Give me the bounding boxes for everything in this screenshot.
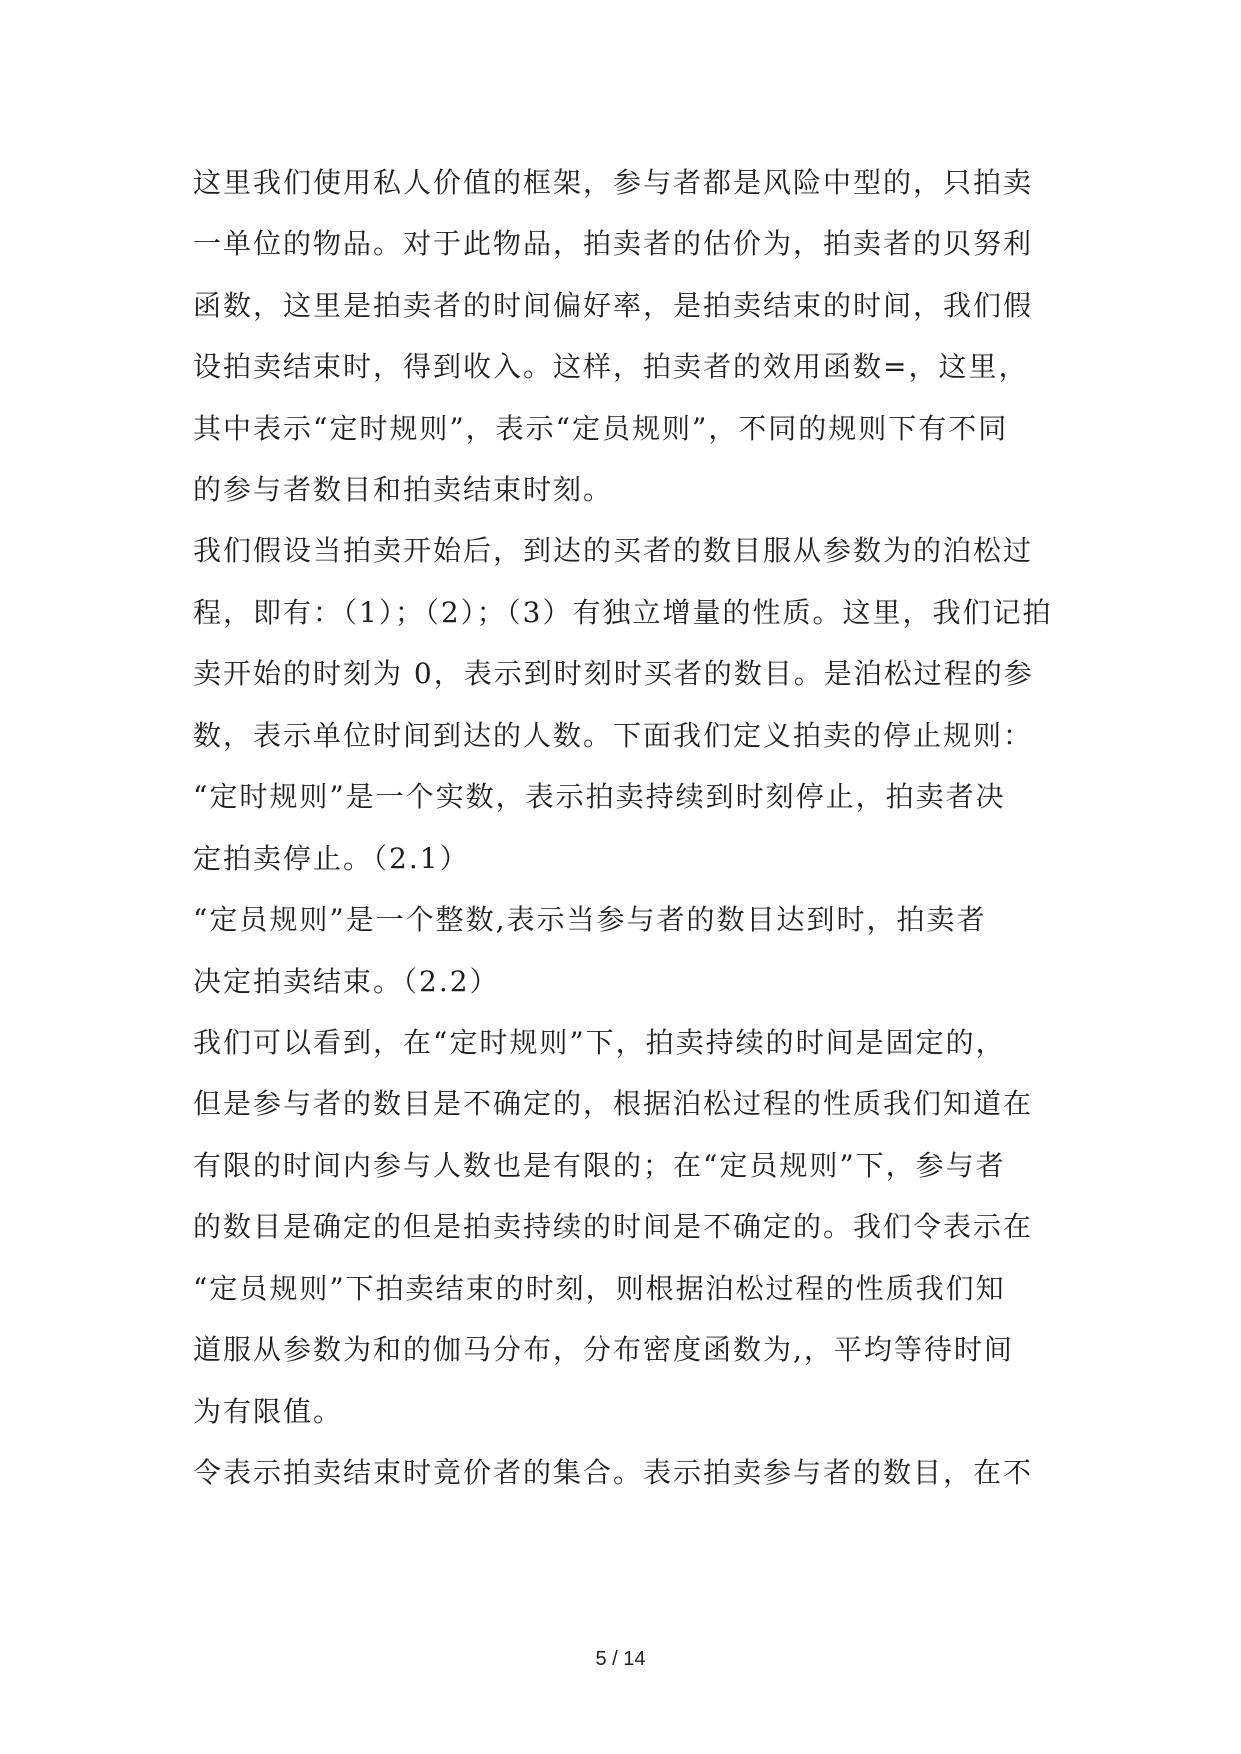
text-line: 一单位的物品。对于此物品，拍卖者的估价为，拍卖者的贝努利 [193, 227, 1034, 260]
text-line: 道服从参数为和的伽马分布，分布密度函数为,，平均等待时间 [193, 1333, 1014, 1366]
text-line: 这里我们使用私人价值的框架，参与者都是风险中型的，只拍卖 [193, 166, 1034, 199]
text-line: 决定拍卖结束。（2.2） [193, 965, 500, 998]
text-line: 我们假设当拍卖开始后，到达的买者的数目服从参数为的泊松过 [193, 534, 1034, 567]
text-line: 的参与者数目和拍卖结束时刻。 [193, 473, 614, 506]
text-line: “定员规则”下拍卖结束的时刻，则根据泊松过程的性质我们知 [193, 1272, 1006, 1305]
text-line: 令表示拍卖结束时竟价者的集合。表示拍卖参与者的数目，在不 [193, 1456, 1034, 1489]
text-line: 我们可以看到，在“定时规则”下，拍卖持续的时间是固定的， [193, 1026, 1006, 1059]
page-number: 5 / 14 [595, 1648, 646, 1670]
text-line: 其中表示“定时规则”，表示“定员规则”，不同的规则下有不同 [193, 412, 1009, 445]
text-line: 定拍卖停止。（2.1） [193, 842, 470, 875]
text-line: 为有限值。 [193, 1395, 344, 1428]
text-line: 卖开始的时刻为 0，表示到时刻时买者的数目。是泊松过程的参 [193, 657, 1034, 690]
text-line: 数，表示单位时间到达的人数。下面我们定义拍卖的停止规则： [193, 719, 1034, 752]
text-line: 设拍卖结束时，得到收入。这样，拍卖者的效用函数=，这里， [193, 350, 1029, 383]
text-line: 有限的时间内参与人数也是有限的；在“定员规则”下，参与者 [193, 1149, 1006, 1182]
text-line: “定员规则”是一个整数,表示当参与者的数目达到时，拍卖者 [193, 903, 987, 936]
text-line: 函数，这里是拍卖者的时间偏好率，是拍卖结束的时间，我们假 [193, 289, 1034, 322]
text-line: 程，即有：（1）；（2）；（3）有独立增量的性质。这里，我们记拍 [193, 596, 1053, 629]
text-line: “定时规则”是一个实数，表示拍卖持续到时刻停止，拍卖者决 [193, 780, 1006, 813]
text-line: 但是参与者的数目是不确定的，根据泊松过程的性质我们知道在 [193, 1087, 1034, 1120]
text-line: 的数目是确定的但是拍卖持续的时间是不确定的。我们令表示在 [193, 1210, 1034, 1243]
